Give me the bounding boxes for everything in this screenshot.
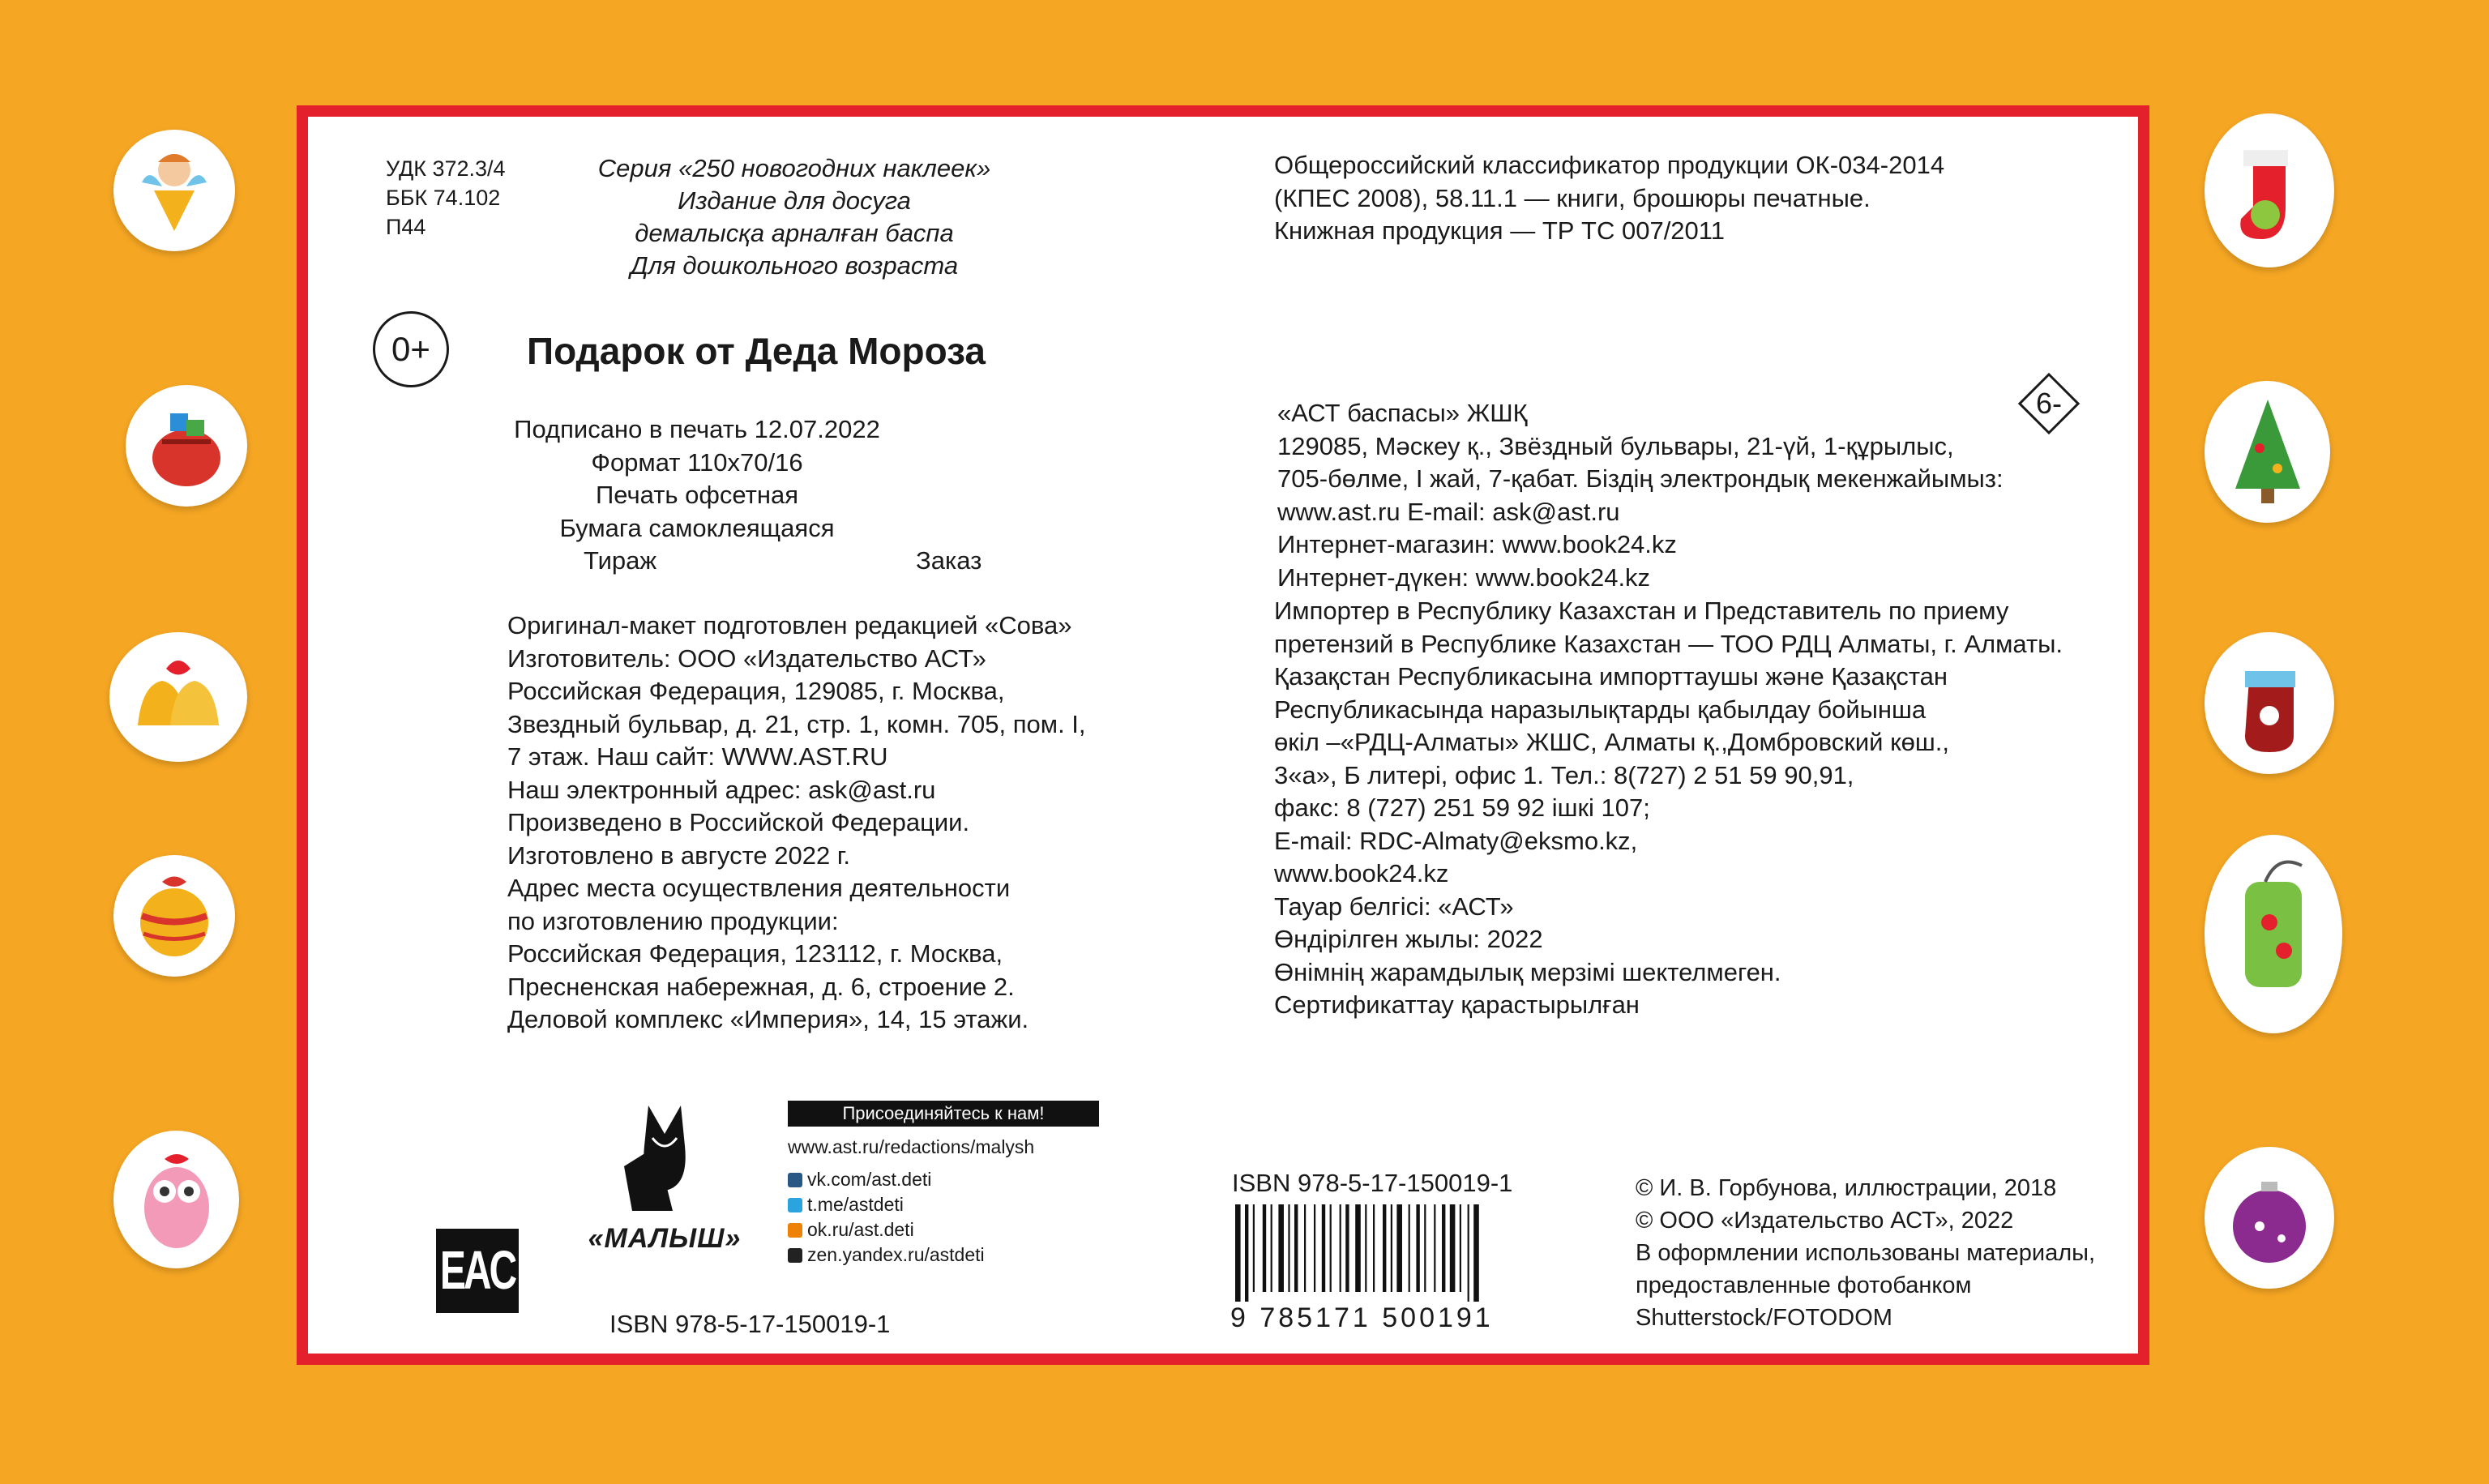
social-link-text: t.me/astdeti	[807, 1194, 904, 1215]
print-info-line: Формат 110х70/16	[591, 447, 803, 477]
barcode-icon	[1230, 1204, 1538, 1302]
copyright-line: © ООО «Издательство АСТ», 2022	[1636, 1208, 2014, 1234]
kz-line: Сертификаттау қарастырылған	[1274, 990, 1640, 1019]
social-link-ok[interactable]	[788, 1217, 985, 1242]
bell-sticker-icon	[109, 632, 247, 762]
publisher-line: Адрес места осуществления деятельности	[507, 874, 1011, 902]
copyright-line: В оформлении использованы материалы,	[1636, 1240, 2096, 1266]
kz-line: претензий в Республике Казахстан — ТОО РДЦ Алматы, г. Алматы.	[1274, 629, 2063, 658]
kz-line: 3«а», Б литері, офис 1. Тел.: 8(727) 2 51 59 90,91,	[1274, 760, 1854, 789]
kz-line: Республикасында наразылықтарды қабылдау бойынша	[1274, 695, 1927, 724]
classifier-line: Книжная продукция — ТР ТС 007/2011	[1274, 216, 1725, 245]
publisher-line: Произведено в Российской Федерации.	[507, 808, 970, 836]
publisher-line: Пресненская набережная, д. 6, строение 2.	[507, 972, 1015, 1001]
kz-info	[1277, 397, 2004, 594]
publisher-line: Изготовитель: ООО «Издательство АСТ»	[507, 644, 986, 673]
malysh-logo-icon	[575, 1097, 754, 1219]
mitten-sticker-icon	[2205, 632, 2334, 774]
publisher-line: Звездный бульвар, д. 21, стр. 1, комн. 705, пом. I,	[507, 709, 1086, 738]
book-title: Подарок от Деда Мороза	[527, 330, 986, 372]
publisher-line: Наш электронный адрес: ask@ast.ru	[507, 775, 936, 804]
copyright-block	[1636, 1172, 2095, 1334]
udk-code: УДК 372.3/4	[386, 156, 506, 181]
kz-line: Өнімнің жарамдылық мерзімі шектелмеген.	[1274, 957, 1781, 986]
kz-line: 129085, Мәскеу қ., Звёздный бульвары, 21-үй, 1-құрылыс,	[1277, 431, 1954, 460]
series-line: Серия «250 новогодних наклеек»	[597, 154, 991, 182]
publisher-line: Изготовлено в августе 2022 г.	[507, 840, 850, 870]
print-info-line: Бумага самоклеящаяся	[559, 513, 835, 542]
eac-mark-label: EAC	[439, 1240, 515, 1302]
copyright-line: предоставленные фотобанком	[1636, 1272, 1972, 1298]
social-link-telegram[interactable]	[788, 1192, 985, 1217]
kz-line: Тауар белгісі: «АСТ»	[1274, 892, 1514, 921]
order-label: Заказ	[916, 546, 982, 575]
copyright-line: © И. В. Горбунова, иллюстрации, 2018	[1636, 1175, 2057, 1201]
social-link-text: vk.com/ast.deti	[807, 1169, 932, 1190]
barcode	[1230, 1204, 1538, 1333]
product-classifier	[1274, 149, 1944, 248]
age-rating-diamond	[2018, 373, 2080, 434]
series-block	[567, 152, 1021, 282]
imprint-panel	[297, 105, 2149, 1365]
site-link[interactable]: www.ast.ru/redactions/malysh	[788, 1136, 1035, 1157]
kz-line: өкіл –«РДЦ-Алматы» ЖШС, Алматы қ.,Домбровский көш.,	[1274, 728, 1949, 756]
kz-line: Қазақстан Республикасына импорттаушы және Қазақстан	[1274, 662, 1948, 691]
vk-icon	[788, 1173, 802, 1187]
kz-line: Өндірілген жылы: 2022	[1274, 925, 1543, 953]
series-line: Издание для досуга	[678, 186, 911, 215]
kz-line: «АСТ баспасы» ЖШҚ	[1277, 399, 1528, 427]
copyright-line: Shutterstock/FOTODOM	[1636, 1305, 1892, 1331]
ok-icon	[788, 1223, 802, 1238]
social-link-zen[interactable]	[788, 1242, 985, 1268]
print-info	[470, 413, 924, 545]
print-info-line: Подписано в печать 12.07.2022	[514, 415, 880, 443]
social-link-text: ok.ru/ast.deti	[807, 1219, 914, 1240]
kz-line: Импортер в Республику Казахстан и Представитель по приему	[1274, 597, 2009, 625]
publisher-line: Российская Федерация, 123112, г. Москва,	[507, 939, 1003, 968]
stocking-sticker-icon	[2205, 113, 2334, 267]
publisher-line: 7 этаж. Наш сайт: WWW.AST.RU	[507, 742, 888, 771]
classifier-line: (КПЕС 2008), 58.11.1 — книги, брошюры печатные.	[1274, 183, 1871, 212]
social-link-text: zen.yandex.ru/astdeti	[807, 1244, 985, 1265]
publisher-line: по изготовлению продукции:	[507, 906, 839, 935]
classifier-line: Общероссийский классификатор продукции ОК-034-2014	[1274, 151, 1945, 179]
angel-sticker-icon	[113, 130, 235, 251]
kz-line: Интернет-дүкен: www.book24.kz	[1277, 562, 1651, 592]
eac-mark	[436, 1229, 519, 1313]
publisher-line: Российская Федерация, 129085, г. Москва,	[507, 677, 1005, 705]
publisher-info	[507, 609, 1086, 1037]
run-label: Тираж	[584, 546, 657, 575]
zen-icon	[788, 1248, 802, 1263]
kz-line: Интернет-магазин: www.book24.kz	[1277, 530, 1677, 558]
gift-bag-sticker-icon	[126, 385, 247, 507]
barcode-digits: 9 785171 500191	[1230, 1302, 1494, 1333]
print-info-line: Печать офсетная	[596, 481, 798, 509]
candy-sticker-icon	[2205, 835, 2342, 1033]
isbn-bottom: ISBN 978-5-17-150019-1	[609, 1310, 891, 1338]
social-link-vk[interactable]	[788, 1167, 985, 1192]
kz-line: www.book24.kz	[1274, 859, 1449, 887]
importer-info	[1274, 595, 2063, 1022]
bbk-code: ББК 74.102	[386, 186, 501, 210]
kz-line: факс: 8 (727) 251 59 92 ішкі 107;	[1274, 793, 1650, 822]
telegram-icon	[788, 1198, 802, 1212]
join-banner: Присоединяйтесь к нам!	[788, 1101, 1099, 1127]
classification-block	[386, 154, 506, 242]
age-rating-badge: 0+	[373, 311, 449, 387]
isbn-top: ISBN 978-5-17-150019-1	[1232, 1169, 1513, 1197]
publisher-line: Оригинал-макет подготовлен редакцией «Сова»	[507, 611, 1072, 639]
owl-sticker-icon	[113, 1131, 239, 1268]
purple-ornament-sticker-icon	[2205, 1147, 2334, 1289]
age-rating-diamond-label: 6-	[2035, 387, 2062, 420]
kz-line: 705-бөлме, I жай, 7-қабат. Біздің электрондық мекенжайымыз:	[1277, 464, 2004, 493]
publisher-line: Деловой комплекс «Империя», 14, 15 этажи.	[507, 1005, 1029, 1033]
malysh-logo-text: «МАЛЫШ»	[588, 1223, 742, 1254]
kz-line: E-mail: RDC-Almaty@eksmo.kz,	[1274, 826, 1638, 855]
author-mark: П44	[386, 215, 426, 239]
ornament-ball-sticker-icon	[113, 855, 235, 977]
christmas-tree-sticker-icon	[2205, 381, 2330, 523]
series-line: демалысқа арналған баспа	[635, 219, 954, 247]
series-line: Для дошкольного возраста	[630, 251, 959, 280]
social-links	[788, 1167, 985, 1268]
malysh-logo	[575, 1097, 754, 1259]
kz-line: www.ast.ru E-mail: ask@ast.ru	[1277, 497, 1620, 526]
